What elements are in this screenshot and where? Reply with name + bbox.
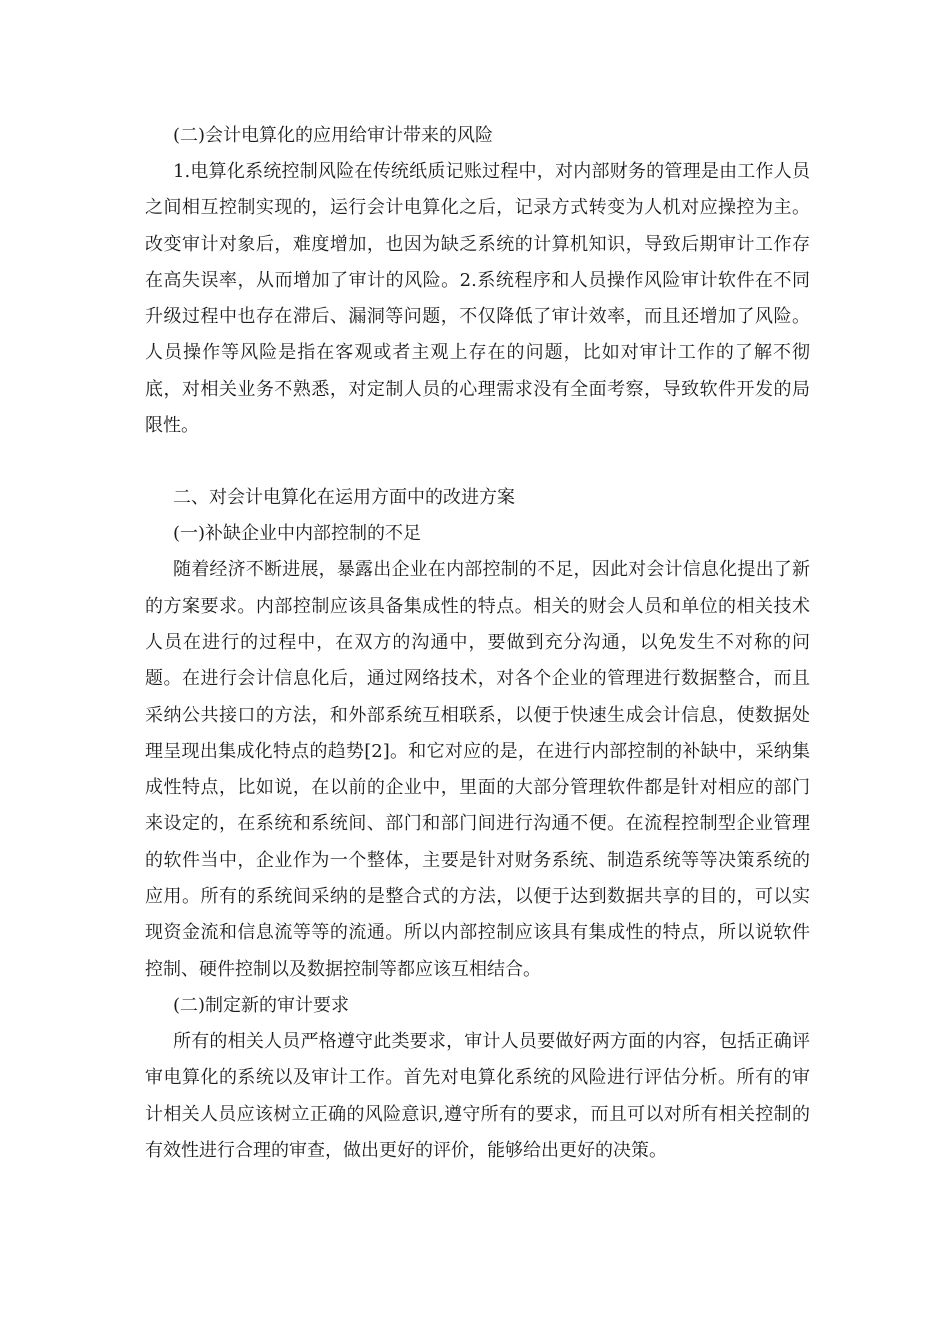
paragraph-internal-control: 随着经济不断进展，暴露出企业在内部控制的不足，因此对会计信息化提出了新的方案要求。内部控制应该具备集成性的特点。相关的财会人员和单位的相关技术人员在进行的过程中，在双方的沟通中，要做到充分沟通，以免发生不对称的问题。在进行会计信息化后，通过网络技术，对各个企业的管理进行数据整合，而且采纳公共接口的方法，和外部系统互相联系，以便于快速生成会计信息，使数据处理呈现出集成化特点的趋势[2]。和它对应的是，在进行内部控制的补缺中，采纳集成性特点，比如说，在以前的企业中，里面的大部分管理软件都是针对相应的部门来设定的，在系统和系统间、部门和部门间进行沟通不便。在流程控制型企业管理的软件当中，企业作为一个整体，主要是针对财务系统、制造系统等等决策系统的应用。所有的系统间采纳的是整合式的方法，以便于达到数据共享的目的，可以实现资金流和信息流等等的流通。所以内部控制应该具有集成性的特点，所以说软件控制、硬件控制以及数据控制等都应该互相结合。: [145, 559, 810, 980]
section-heading-audit-risks: (二)会计电算化的应用给审计带来的风险: [173, 125, 494, 146]
section-spacer: [145, 444, 810, 480]
subsection-heading-internal-control: (一)补缺企业中内部控制的不足: [173, 523, 422, 545]
section-heading-improvement-plan: 二、对会计电算化在运用方面中的改进方案: [173, 487, 515, 509]
paragraph-audit-requirements: 所有的相关人员严格遵守此类要求，审计人员要做好两方面的内容，包括正确评审电算化的系统以及审计工作。首先对电算化系统的风险进行评估分析。所有的审计相关人员应该树立正确的风险意识,遵守所有的要求，而且可以对所有相关控制的有效性进行合理的审查，做出更好的评价，能够给出更好的决策。: [145, 1030, 810, 1161]
document-body: [145, 118, 810, 1169]
paragraph-risks-detail: 1.电算化系统控制风险在传统纸质记账过程中，对内部财务的管理是由工作人员之间相互控制实现的，运行会计电算化之后，记录方式转变为人机对应操控为主。改变审计对象后，难度增加，也因为缺乏系统的计算机知识，导致后期审计工作存在高失误率，从而增加了审计的风险。2.系统程序和人员操作风险审计软件在不同升级过程中也存在滞后、漏洞等问题，不仅降低了审计效率，而且还增加了风险。人员操作等风险是指在客观或者主观上存在的问题，比如对审计工作的了解不彻底，对相关业务不熟悉，对定制人员的心理需求没有全面考察，导致软件开发的局限性。: [145, 161, 810, 437]
subsection-heading-audit-requirements: (二)制定新的审计要求: [173, 994, 350, 1016]
